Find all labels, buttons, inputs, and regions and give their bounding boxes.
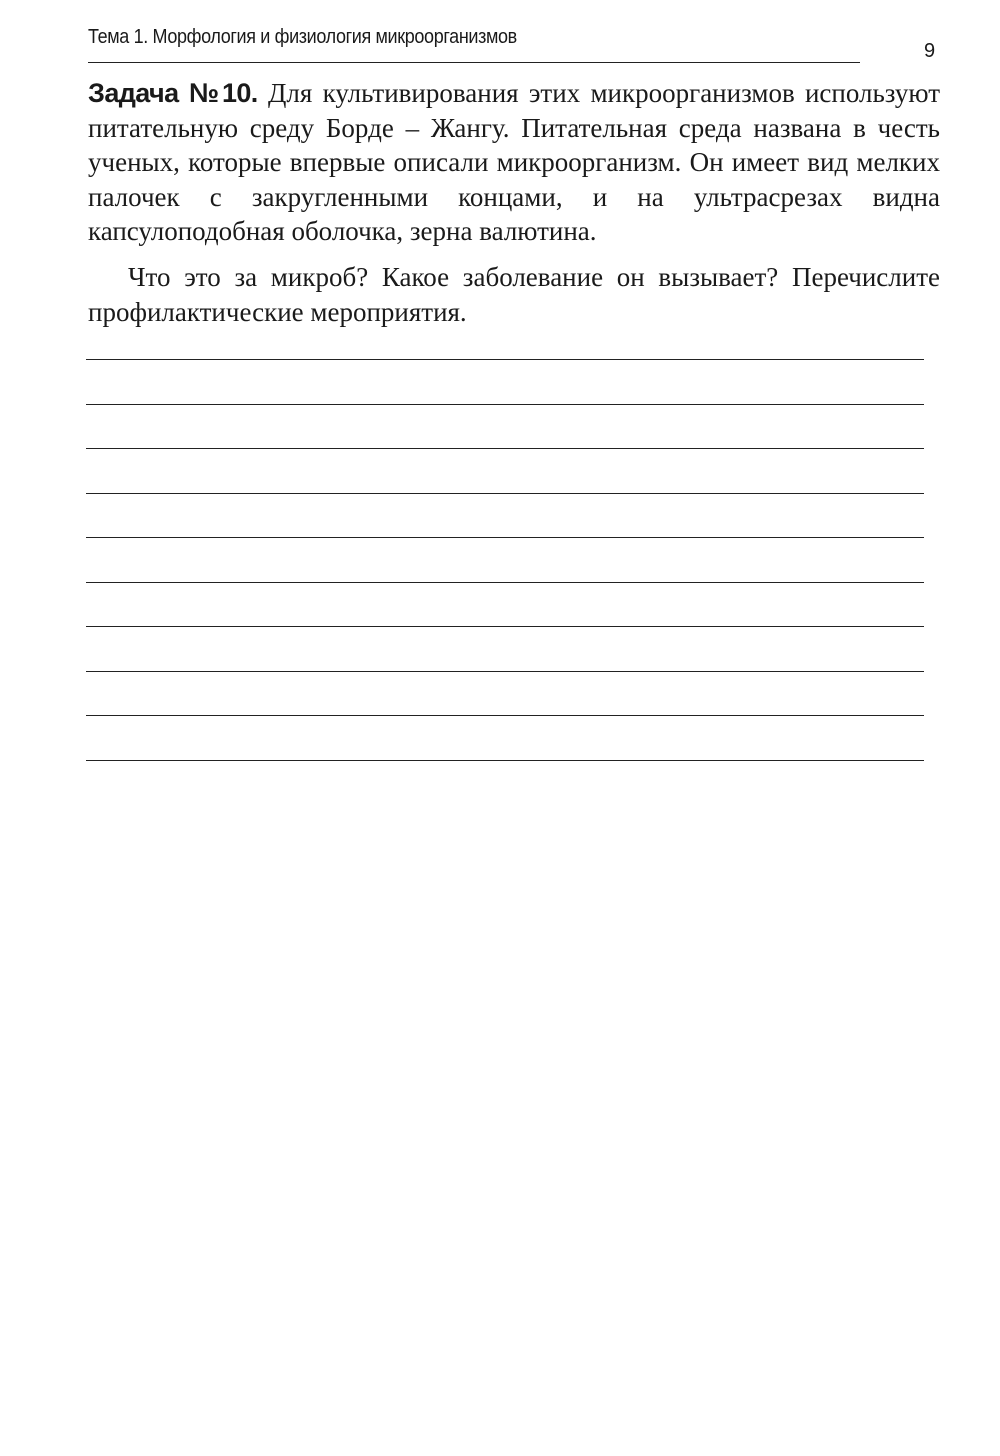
answer-line[interactable] <box>86 715 924 716</box>
answer-line[interactable] <box>86 537 924 538</box>
task-paragraph <box>88 76 940 249</box>
task-text: Для культивирования этих микроорганизмов используют питательную среду Борде – Жангу. Питательная среда названа в честь ученых, которые впервые описали микроорганизм. Он имеет вид мелких палочек с закругленными концами, и на ультрасрезах видна капсулоподобная оболочка, зерна валютина. <box>88 78 941 246</box>
answer-line[interactable] <box>86 404 924 405</box>
answer-line[interactable] <box>86 493 924 494</box>
running-header <box>88 22 860 63</box>
answer-line[interactable] <box>86 359 924 360</box>
answer-lines <box>86 359 924 804</box>
answer-line[interactable] <box>86 671 924 672</box>
task-block <box>88 76 940 249</box>
task-label: Задача №10. <box>88 78 258 108</box>
task-question: Что это за микроб? Какое заболевание он вызывает? Перечислите профилактические мероприятия. <box>88 262 940 327</box>
answer-line[interactable] <box>86 760 924 761</box>
answer-line[interactable] <box>86 448 924 449</box>
page-number: 9 <box>924 40 936 62</box>
header-title: Тема 1. Морфология и физиология микроорганизмов <box>88 26 517 48</box>
answer-line[interactable] <box>86 582 924 583</box>
answer-line[interactable] <box>86 626 924 627</box>
